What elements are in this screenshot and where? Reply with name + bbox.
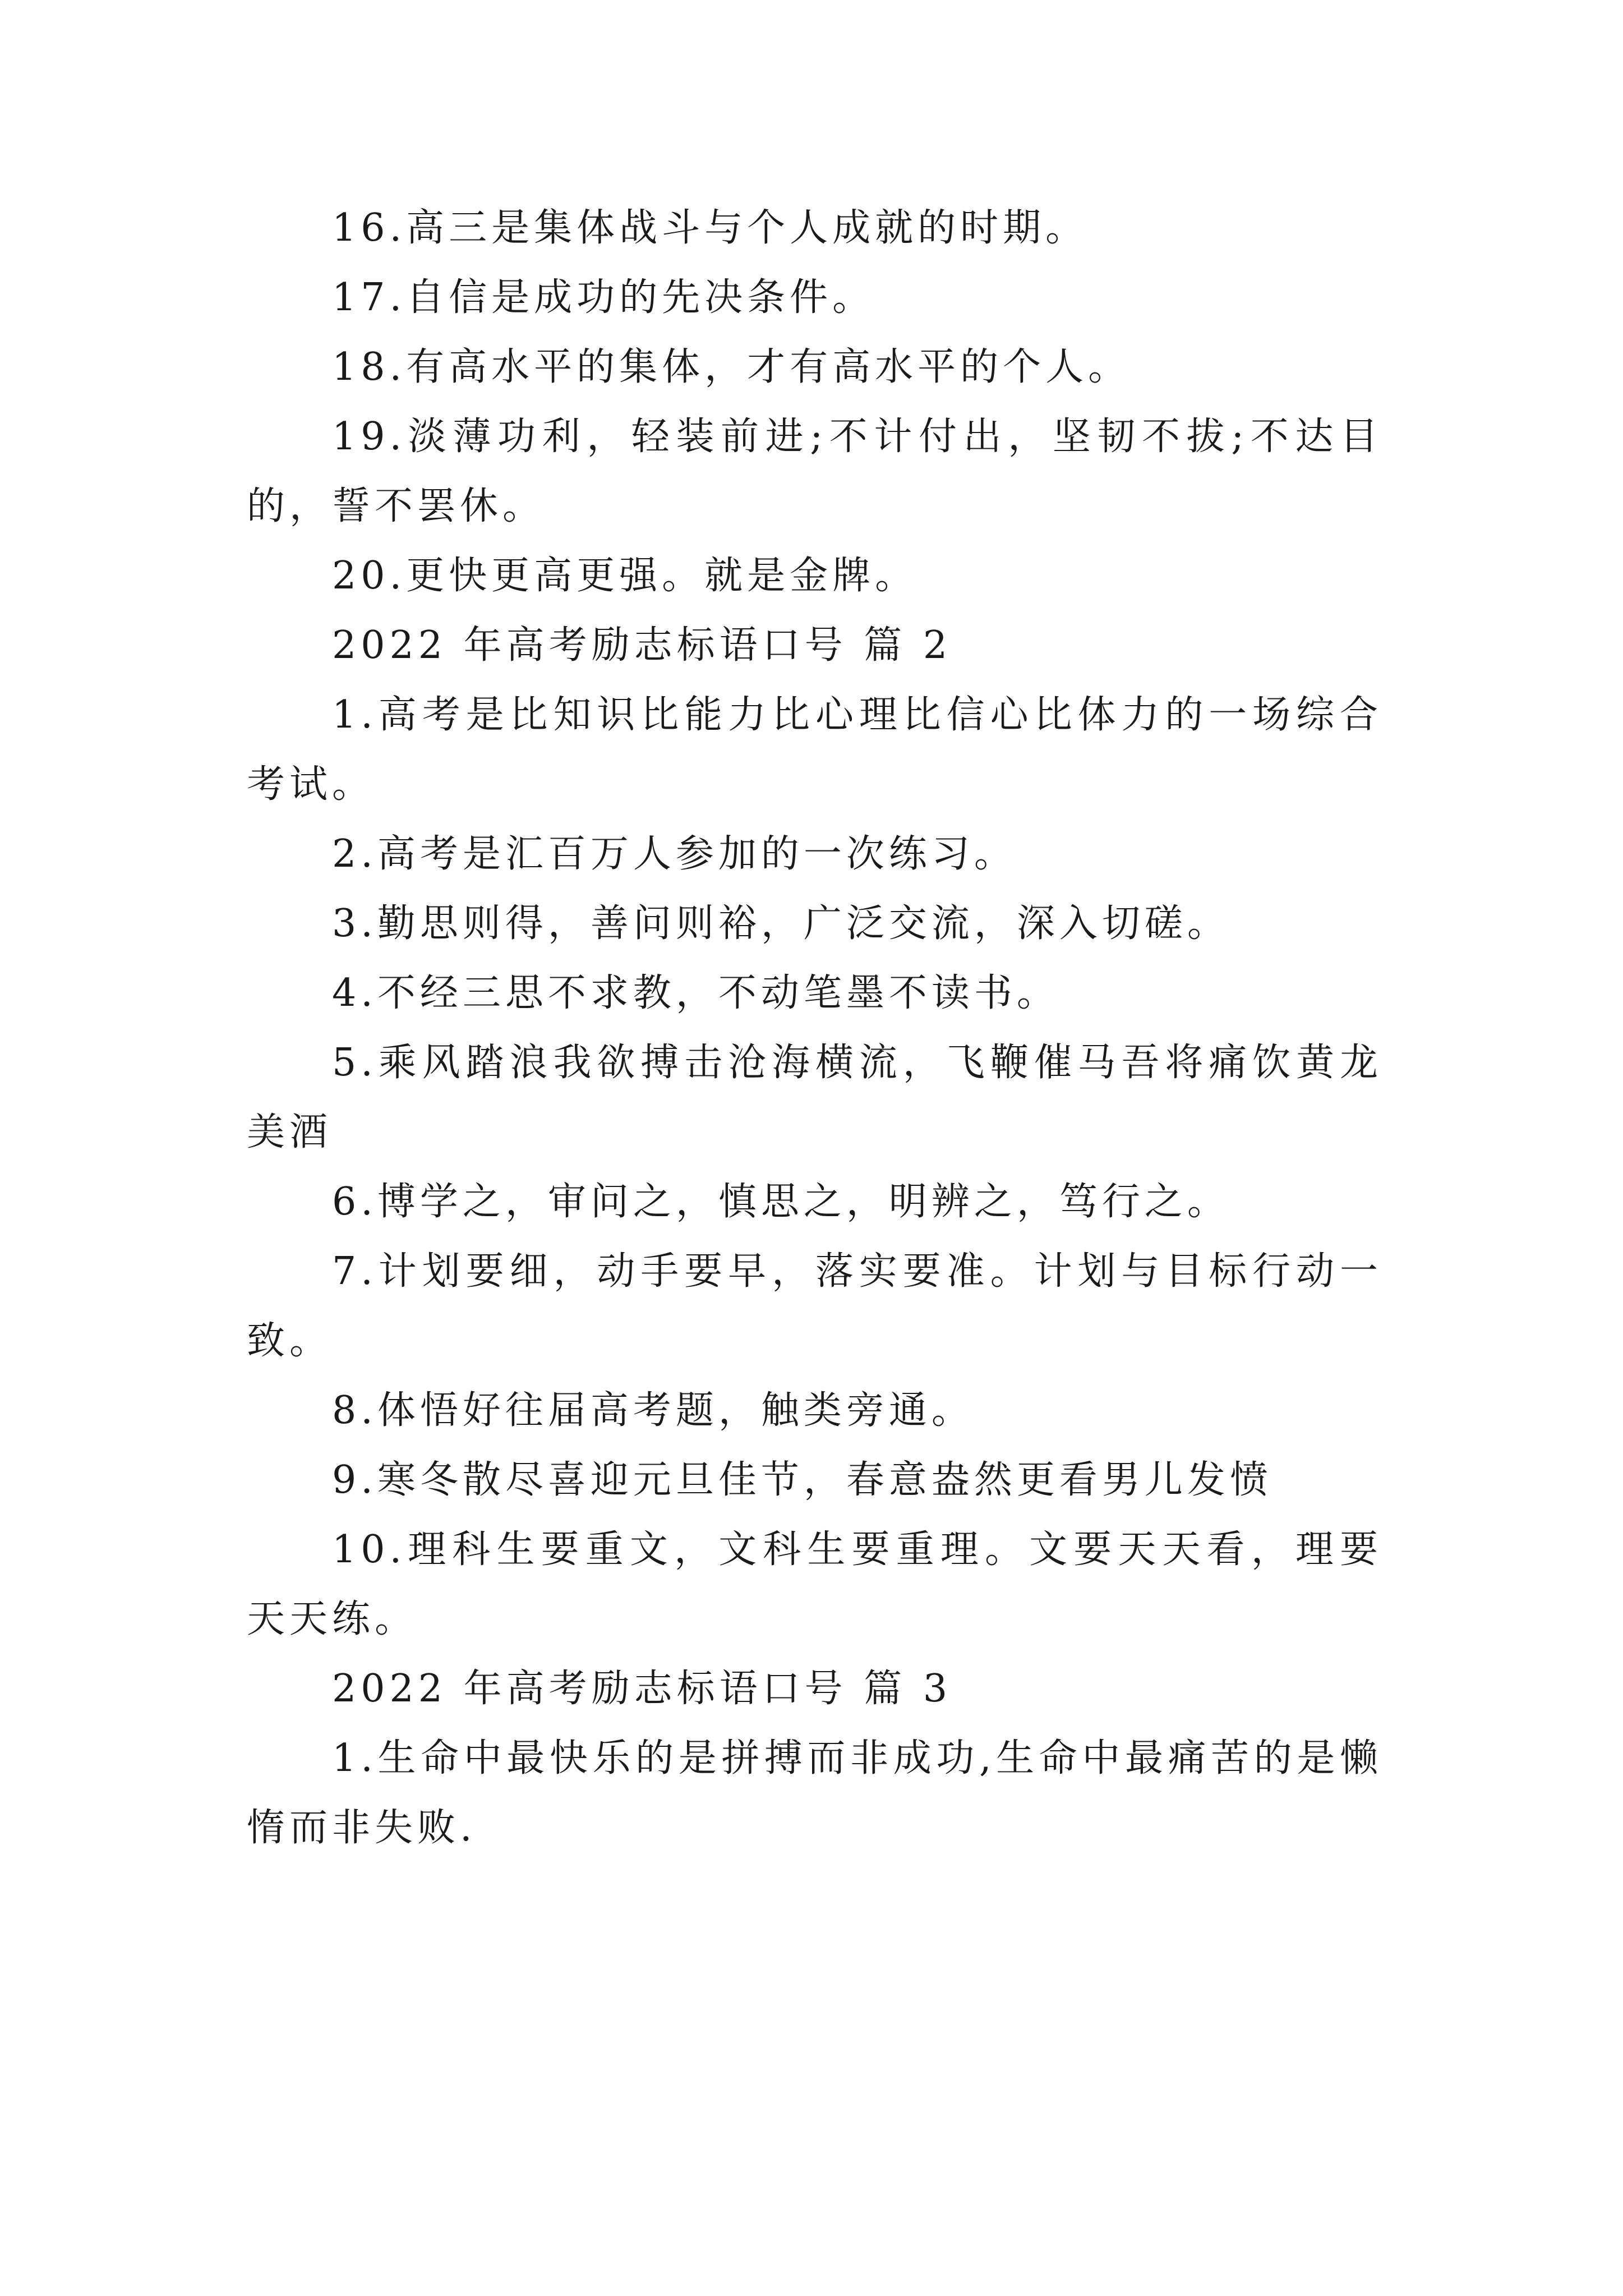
- list-item: 19.淡薄功利，轻装前进;不计付出，坚韧不拔;不达目的，誓不罢休。: [247, 415, 1382, 528]
- list-item: 3.勤思则得，善问则裕，广泛交流，深入切磋。: [332, 901, 1230, 946]
- list-item: 9.寒冬散尽喜迎元旦佳节，春意盎然更看男儿发愤: [332, 1458, 1272, 1502]
- list-item: 6.博学之，审问之，慎思之，明辨之，笃行之。: [332, 1180, 1230, 1224]
- list-item: 10.理科生要重文，文科生要重理。文要天天看，理要天天练。: [247, 1527, 1382, 1641]
- list-item: 18.有高水平的集体，才有高水平的个人。: [332, 345, 1131, 389]
- list-item: 1.生命中最快乐的是拼搏而非成功,生命中最痛苦的是懒惰而非失败.: [247, 1736, 1382, 1850]
- list-item: 1.高考是比知识比能力比心理比信心比体力的一场综合考试。: [247, 693, 1382, 807]
- list-item: 4.不经三思不求教，不动笔墨不读书。: [332, 971, 1059, 1015]
- list-item: 17.自信是成功的先决条件。: [332, 275, 875, 320]
- section-heading: 2022 年高考励志标语口号 篇 3: [332, 1667, 952, 1711]
- list-item: 7.计划要细，动手要早，落实要准。计划与目标行动一致。: [247, 1249, 1382, 1363]
- document-body: [247, 194, 1382, 1863]
- list-item: 5.乘风踏浪我欲搏击沧海横流，飞鞭催马吾将痛饮黄龙美酒: [247, 1041, 1382, 1154]
- list-item: 16.高三是集体战斗与个人成就的时期。: [332, 206, 1089, 250]
- list-item: 20.更快更高更强。就是金牌。: [332, 554, 918, 598]
- section-heading: 2022 年高考励志标语口号 篇 2: [332, 623, 952, 668]
- list-item: 8.体悟好往届高考题，触类旁通。: [332, 1388, 974, 1433]
- list-item: 2.高考是汇百万人参加的一次练习。: [332, 832, 1017, 876]
